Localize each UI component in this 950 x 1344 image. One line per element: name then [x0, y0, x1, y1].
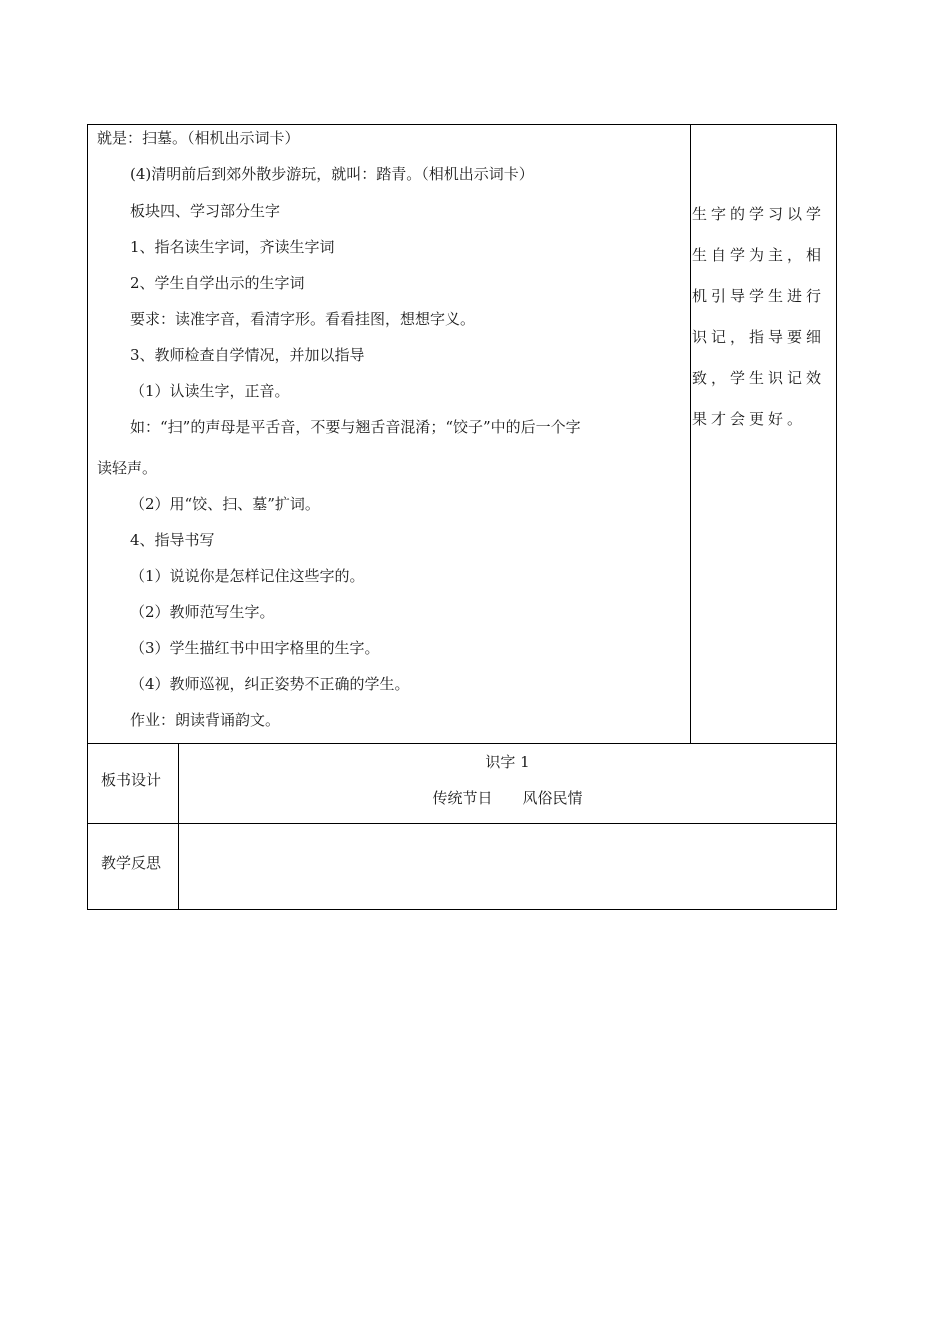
- lesson-plan-table: [87, 124, 837, 910]
- process-line: 就是：扫墓。（相机出示词卡）: [97, 129, 300, 147]
- process-line: （1）说说你是怎样记住这些字的。: [130, 567, 365, 585]
- process-line: 4、指导书写: [130, 531, 215, 549]
- reflection-label: 教学反思: [101, 854, 162, 872]
- process-line: 1、指名读生字词，齐读生字词: [130, 238, 335, 256]
- board-design-label: 板书设计: [101, 771, 162, 789]
- note-line: 果才会更好。: [692, 410, 807, 428]
- process-line: （2）用“饺、扫、墓”扩词。: [130, 495, 320, 513]
- design-intent-cell: [692, 199, 832, 445]
- process-line: 读轻声。: [97, 459, 158, 477]
- process-line: 板块四、学习部分生字: [130, 202, 281, 220]
- note-line: 生自学为主，相: [692, 246, 826, 264]
- board-design-subtitle: 传统节日 风俗民情: [432, 789, 583, 807]
- process-line: (4)清明前后到郊外散步游玩，就叫：踏青。（相机出示词卡）: [130, 165, 534, 183]
- teaching-process-cell: [88, 125, 690, 744]
- note-line: 机引导学生进行: [692, 287, 826, 305]
- divider: [88, 823, 836, 824]
- board-design-title: 识字 1: [485, 753, 530, 771]
- process-line: 2、学生自学出示的生字词: [130, 274, 305, 292]
- note-line: 生字的学习以学: [692, 205, 826, 223]
- process-line: 3、教师检查自学情况，并加以指导: [130, 346, 365, 364]
- divider: [690, 125, 691, 744]
- process-line: 作业：朗读背诵韵文。: [130, 711, 281, 729]
- process-line: 要求：读准字音，看清字形。看看挂图，想想字义。: [130, 310, 476, 328]
- process-line: （1）认读生字，正音。: [130, 382, 290, 400]
- process-line: 如：“扫”的声母是平舌音，不要与翘舌音混淆；“饺子”中的后一个字: [130, 418, 581, 436]
- process-line: （4）教师巡视，纠正姿势不正确的学生。: [130, 675, 410, 693]
- process-line: （2）教师范写生字。: [130, 603, 275, 621]
- note-line: 致，学生识记效: [692, 369, 826, 387]
- process-line: （3）学生描红书中田字格里的生字。: [130, 639, 380, 657]
- note-line: 识记，指导要细: [692, 328, 826, 346]
